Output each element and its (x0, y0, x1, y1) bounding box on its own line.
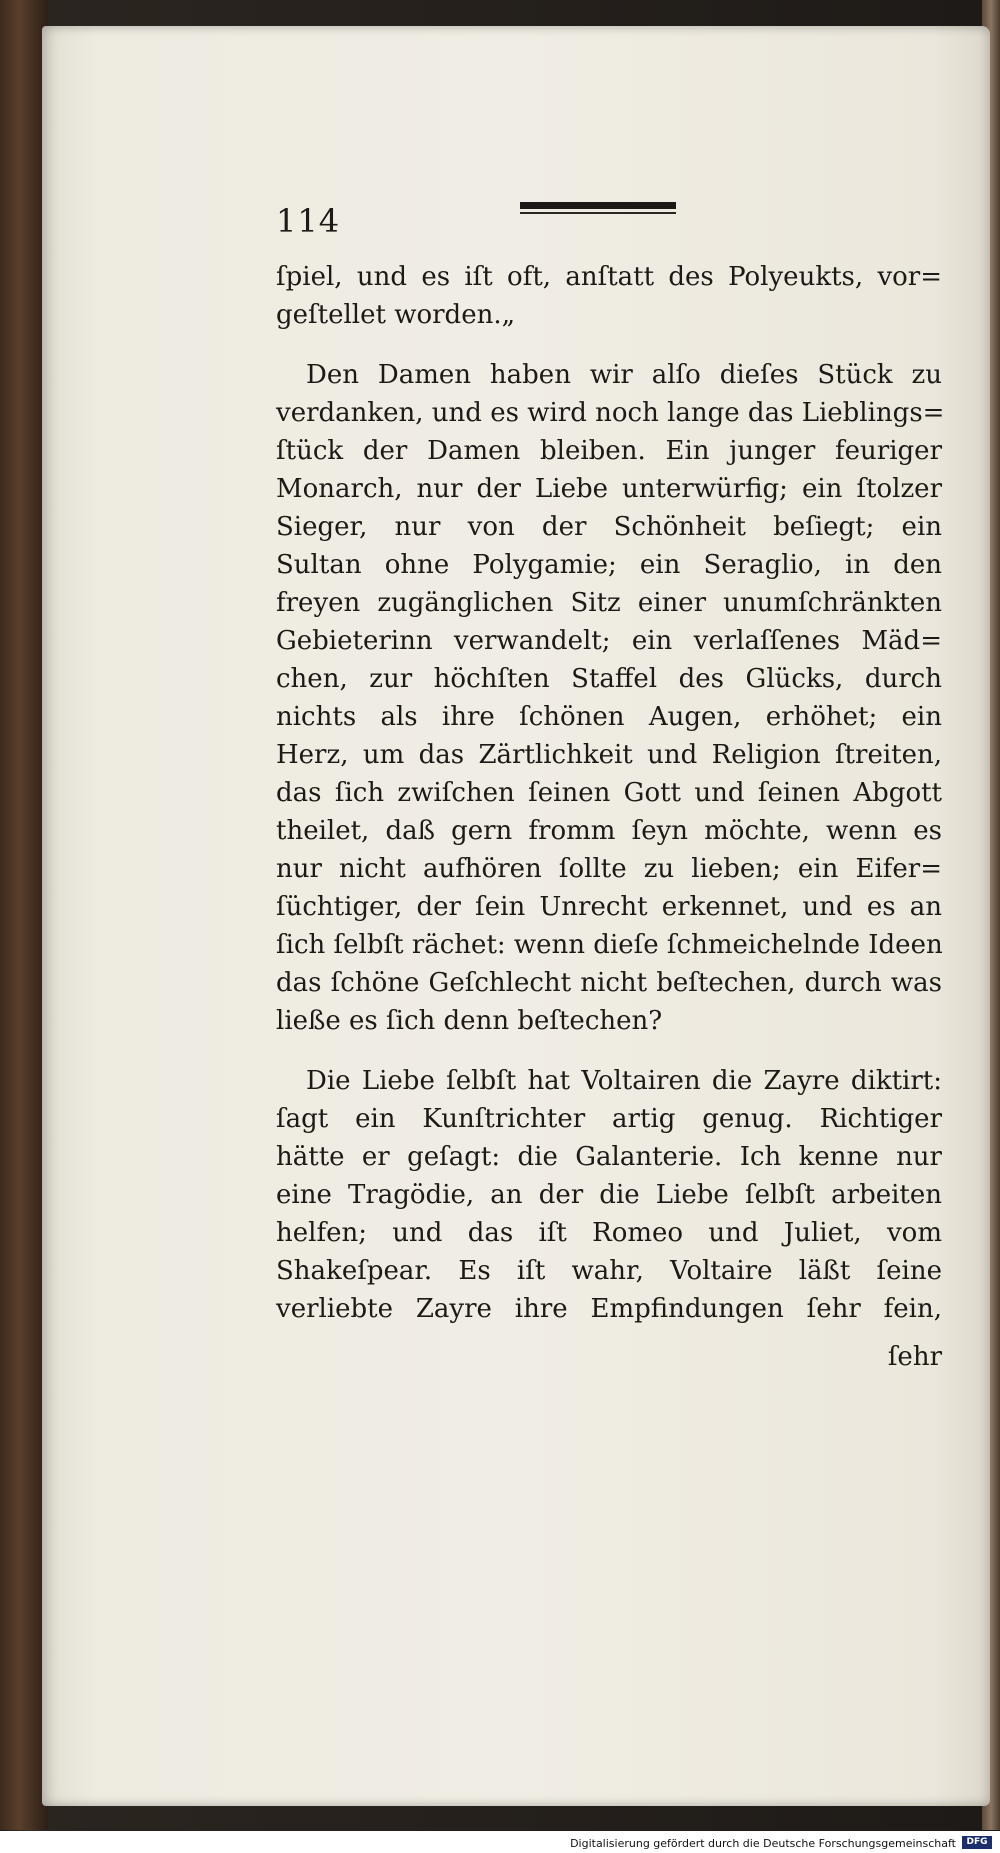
catchword: ſehr (887, 1342, 942, 1372)
text-line: ſagt ein Kunſtrichter artig genug. Richtiger (276, 1104, 942, 1134)
text-line: nur nicht aufhören ſollte zu lieben; ein Eifer= (276, 854, 942, 884)
text-line: ſtück der Damen bleiben. Ein junger feuriger (276, 436, 942, 466)
text-line: verliebte Zayre ihre Empfindungen ſehr fein, (276, 1294, 942, 1324)
text-line: ſpiel, und es iſt oft, anſtatt des Polyeukts, vor= (276, 262, 942, 292)
text-line: verdanken, und es wird noch lange das Lieblings= (276, 398, 945, 428)
body-text (276, 258, 945, 1328)
text-line: nichts als ihre ſchönen Augen, erhöhet; ein (276, 702, 942, 732)
text-line: chen, zur höchſten Staffel des Glücks, durch (276, 664, 942, 694)
text-line: ſich ſelbſt rächet: wenn dieſe ſchmeichelnde Ideen (276, 930, 943, 960)
text-line: ſüchtiger, der ſein Unrecht erkennet, und es an (276, 892, 942, 922)
page-number: 114 (276, 202, 341, 240)
text-line: Herz, um das Zärtlichkeit und Religion ſtreiten, (276, 740, 942, 770)
text-line: das ſchöne Geſchlecht nicht beſtechen, durch was (276, 968, 942, 998)
text-line: theilet, daß gern fromm ſeyn möchte, wenn es (276, 816, 942, 846)
header-rule (520, 202, 676, 214)
paragraph-gap (276, 334, 942, 356)
text-line: Sieger, nur von der Schönheit beſiegt; ein (276, 512, 942, 542)
text-line: Monarch, nur der Liebe unterwürfig; ein ſtolzer (276, 474, 942, 504)
text-line: Gebieterinn verwandelt; ein verlaſſenes Mäd= (276, 626, 942, 656)
text-line: hätte er geſagt: die Galanterie. Ich kenne nur (276, 1142, 942, 1172)
text-line: freyen zugänglichen Sitz einer unumſchränkten (276, 588, 942, 618)
text-line: Sultan ohne Polygamie; ein Seraglio, in den (276, 550, 942, 580)
text-line: das ſich zwiſchen ſeinen Gott und ſeinen Abgott (276, 778, 942, 808)
book-cover-left-edge (0, 0, 48, 1830)
header-rule-thin (520, 212, 676, 214)
paragraph-gap (276, 1040, 942, 1062)
header-rule-thick (520, 202, 676, 209)
text-line: ließe es ſich denn beſtechen? (276, 1006, 663, 1036)
text-line: Den Damen haben wir alſo dieſes Stück zu (306, 360, 942, 390)
dfg-logo: DFG (962, 1836, 992, 1849)
text-line: eine Tragödie, an der die Liebe ſelbſt arbeiten (276, 1180, 942, 1210)
funding-credit: Digitalisierung gefördert durch die Deutsche Forschungsgemeinschaft (570, 1837, 956, 1850)
text-line: Die Liebe ſelbſt hat Voltairen die Zayre diktirt: (306, 1066, 942, 1096)
text-line: Shakeſpear. Es iſt wahr, Voltaire läßt ſeine (276, 1256, 942, 1286)
text-line: geſtellet worden.„ (276, 300, 516, 330)
text-line: helfen; und das iſt Romeo und Juliet, vom (276, 1218, 942, 1248)
digitization-footer (0, 1831, 1000, 1853)
